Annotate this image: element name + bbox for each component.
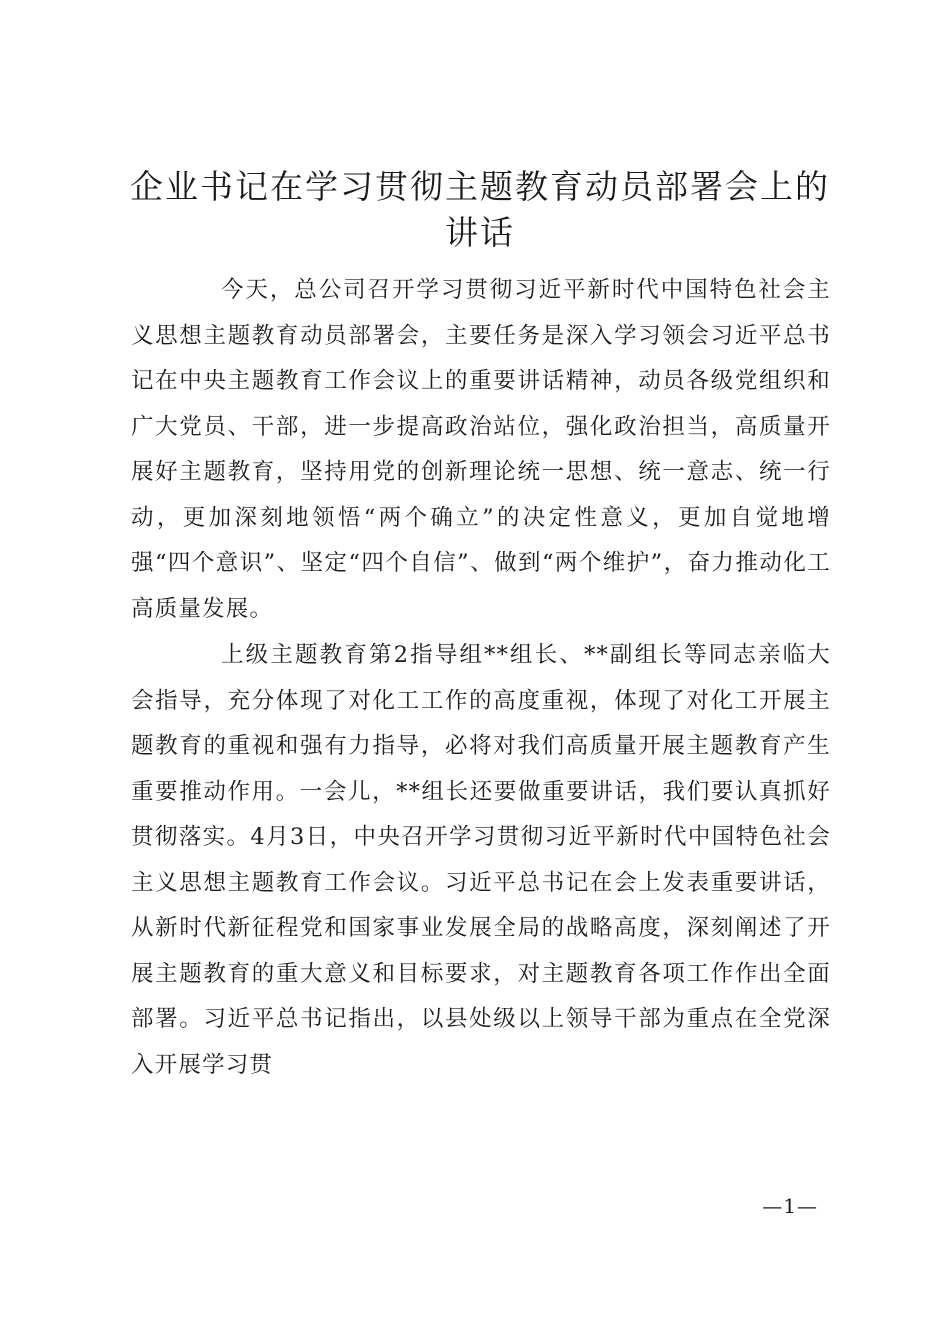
- paragraph-1: 今天，总公司召开学习贯彻习近平新时代中国特色社会主义思想主题教育动员部署会，主要任务是深入学习领会习近平总书记在中央主题教育工作会议上的重要讲话精神，动员各级党组织和广大党员、干部，进一步提高政治站位，强化政治担当，高质量开展好主题教育，坚持用党的创新理论统一思想、统一意志、统一行动，更加深刻地领悟“两个确立”的决定性意义，更加自觉地增强“四个意识”、坚定“四个自信”、做到“两个维护”，奋力推动化工高质量发展。: [131, 277, 831, 622]
- paragraph-2: 上级主题教育第2指导组**组长、**副组长等同志亲临大会指导，充分体现了对化工工作的高度重视，体现了对化工开展主题教育的重视和强有力指导，必将对我们高质量开展主题教育产生重要推动作用。一会儿，**组长还要做重要讲话，我们要认真抓好贯彻落实。4月3日，中央召开学习贯彻习近平新时代中国特色社会主义思想主题教育工作会议。习近平总书记在会上发表重要讲话，从新时代新征程党和国家事业发展全局的战略高度，深刻阐述了开展主题教育的重大意义和目标要求，对主题教育各项工作作出全面部署。习近平总书记指出，以县处级以上领导干部为重点在全党深入开展学习贯: [131, 642, 831, 1078]
- page-number: —1—: [762, 1194, 818, 1218]
- document-title: 企业书记在学习贯彻主题教育动员部署会上的讲话: [130, 167, 830, 252]
